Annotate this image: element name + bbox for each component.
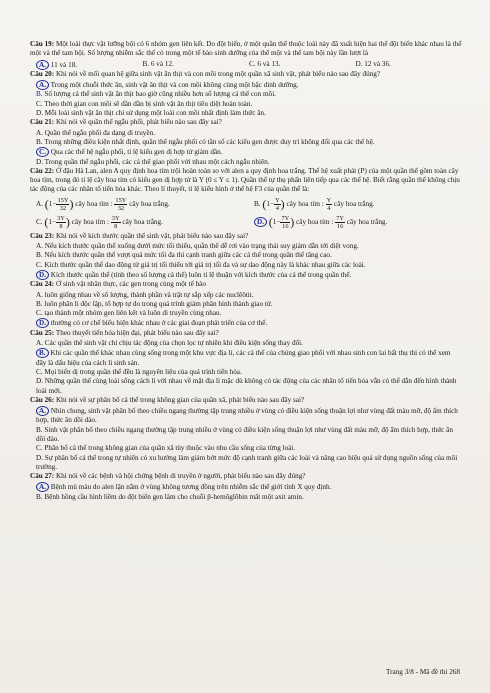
fraction: $\frac{7Y}{16}$ (336, 214, 344, 230)
option-b[interactable]: B. Số lượng cá thể sinh vật ăn thịt bao giờ cũng nhiều hơn số lượng cá thể con mồi. (36, 90, 276, 99)
question-26 (30, 396, 462, 405)
circled-answer-mark: D. (36, 270, 49, 280)
fraction: $\frac{3Y}{8}$ (57, 214, 65, 230)
circled-answer-mark: A. (36, 482, 49, 492)
circled-answer-mark: A. (36, 406, 49, 416)
option-d[interactable]: D. Mỗi loài sinh vật ăn thịt chỉ sử dụng một loài con mồi nhất định làm thức ăn. (36, 109, 266, 118)
option-b[interactable]: B. Trong những điều kiện nhất định, quần thể ngẫu phối có tần số các kiểu gen được duy trì không đổi qua các thế hệ. (36, 137, 375, 146)
option-a[interactable]: A. Nhìn chung, sinh vật phân bố theo chiều ngang thường tập trung nhiều ở vùng có điều kiện sống thuận lợi như vùng đất màu mỡ, độ ẩm thích hợp, thức ăn dồi dào. (36, 407, 458, 425)
question-text: Một loài thực vật lưỡng bội có 6 nhóm gen liên kết. Do đột biến, ở một quần thể thuộc loài này đã xuất hiện hai thể đột biến khác nhau là thể một và thể tam bội. Số lượng nhiễm sắc thể có trong một tế bào sinh dưỡng của thể một và thể tam bội này lần lượt là (30, 40, 462, 58)
question-19 (30, 40, 462, 59)
fraction: $\frac{15Y}{32}$ (115, 196, 127, 212)
question-25 (30, 329, 462, 338)
fraction: $\frac{Y}{4}$ (326, 196, 332, 212)
question-20 (30, 70, 462, 79)
question-number: Câu 20: (30, 69, 55, 78)
option-a[interactable]: A. Quần thể ngẫu phối đa dạng di truyền. (36, 128, 155, 137)
option-a[interactable]: A. luôn giống nhau về số lượng, thành phần và trật tự sắp xếp các nuclêôtit. (36, 290, 254, 299)
circled-answer-mark: B. (36, 348, 49, 358)
option-b[interactable]: B. luôn phân li độc lập, tổ hợp tự do trong quá trình giảm phân hình thành giao tử. (36, 299, 273, 308)
option-c[interactable]: C. Phân bố cá thể trong không gian của quần xã tùy thuộc vào nhu cầu sống của từng loài. (36, 444, 296, 453)
option-d[interactable]: D. 12 và 36. (355, 59, 391, 68)
question-23 (30, 232, 462, 241)
option-c[interactable]: C. 6 và 13. (249, 59, 281, 68)
question-number: Câu 27: (30, 472, 55, 481)
option-b[interactable]: B. Nếu kích thước quần thể vượt quá mức tối đa thì cạnh tranh giữa các cá thể trong quần thể tăng cao. (36, 251, 332, 260)
question-number: Câu 21: (30, 118, 55, 127)
option-d[interactable]: D. (1− $\frac{7Y}{16}$ ) cây hoa tím : $\frac{7Y}{16}$ cây hoa trắng. (254, 215, 462, 230)
question-text: Khi nói về các bệnh và hội chứng bệnh di truyền ở người, phát biểu nào sau đây đúng? (55, 472, 306, 481)
question-text: Theo thuyết tiến hóa hiện đại, phát biểu nào sau đây sai? (55, 328, 219, 337)
fraction: $\frac{7Y}{16}$ (281, 214, 290, 230)
circled-answer-mark: D. (36, 318, 49, 328)
question-text: Khi nói về mối quan hệ giữa sinh vật ăn thịt và con mồi trong một quần xã sinh vật, phát biểu nào sau đây đúng? (55, 69, 381, 78)
question-22 (30, 167, 462, 195)
circled-answer-mark: C. (36, 147, 49, 157)
option-c[interactable]: C. Mọi biến dị trong quần thể đều là nguyên liệu của quá trình tiến hóa. (36, 367, 242, 376)
option-c[interactable]: C. tạo thành một nhóm gen liên kết và luôn di truyền cùng nhau. (36, 309, 222, 318)
answer-options (30, 60, 462, 70)
question-number: Câu 26: (30, 395, 55, 404)
option-a[interactable]: A. (1− $\frac{15Y}{32}$ ) cây hoa tím : $\frac{15Y}{32}$ cây hoa trắng. (36, 196, 170, 212)
fraction: $\frac{15Y}{32}$ (57, 196, 69, 212)
question-text: Khi nói về quần thể ngẫu phối, phát biểu nào sau đây sai? (55, 118, 222, 127)
question-27 (30, 472, 462, 481)
question-number: Câu 22: (30, 166, 55, 175)
option-b[interactable]: B. (1− $\frac{Y}{4}$ ) cây hoa tím : $\frac{Y}{4}$ cây hoa trắng. (254, 196, 375, 212)
question-text: Khi nói về kích thước quần thể sinh vật, phát biểu nào sau đây sai? (55, 231, 249, 240)
option-a[interactable]: A. Nếu kích thước quần thể xuống dưới mức tối thiểu, quần thể dễ rơi vào trạng thái suy giảm dẫn tới diệt vong. (36, 242, 359, 251)
option-b[interactable]: B. Khi các quần thể khác nhau cùng sống trong một khu vực địa lí, các cá thể của chúng giao phối với nhau sinh con lai bất thụ thì có thể xem đây là dấu hiệu của cách li sinh sản. (36, 349, 451, 367)
question-text: Ở đậu Hà Lan, alen A quy định hoa tím trội hoàn toàn so với alen a quy định hoa trắng. Thế hệ xuất phát (P) của một quần thể gồm toàn cây hoa tím, trong đó tỉ lệ cây hoa tím có kiểu gen dị hợp tử là Y (0 ≤ Y ≤ 1). Quần thể tự thụ phấn liên tiếp qua các thế hệ. Biết rằng quần thể không chịu tác động của các nhân tố tiến hóa khác. Theo lí thuyết, tỉ lệ kiểu hình ở thế hệ F3 của quần thể là: (30, 166, 460, 194)
option-a[interactable]: A. Trong một chuỗi thức ăn, sinh vật ăn thịt và con mồi không cùng một bậc dinh dưỡng. (30, 80, 462, 90)
option-a[interactable]: A. Bệnh mù màu do alen lặn nằm ở vùng không tương đồng trên nhiễm sắc thể giới tính X quy định. (30, 482, 462, 492)
option-d[interactable]: D. Những quần thể cùng loài sống cách li với nhau về mặt địa lí mặc dù không có tác động của các nhân tố tiến hóa vẫn có thể dẫn đến hình thành loài mới. (36, 377, 457, 395)
fraction: $\frac{3Y}{8}$ (111, 214, 120, 230)
question-number: Câu 24: (30, 280, 55, 289)
option-c[interactable]: C. Qua các thế hệ ngẫu phối, tỉ lệ kiểu gen dị hợp tử giảm dần. (30, 147, 462, 157)
circled-answer-mark: D. (254, 217, 267, 227)
question-24 (30, 280, 462, 289)
option-d[interactable]: D. Kích thước quần thể (tính theo số lượng cá thể) luôn tỉ lệ thuận với kích thước của cá thể trong quần thể. (30, 270, 462, 280)
option-d[interactable]: D. thường có cơ chế biểu hiện khác nhau ở các giai đoạn phát triển của cơ thể. (30, 318, 462, 328)
question-text: Ở sinh vật nhân thực, các gen trong cùng một tế bào (55, 280, 206, 289)
question-text: Khi nói về sự phân bố cá thể trong không gian của quần xã, phát biểu nào sau đây sai? (55, 395, 305, 404)
formula-options (30, 197, 462, 230)
crossed-answer-mark: B. (36, 90, 43, 99)
circled-answer-mark: A. (36, 80, 49, 90)
option-b[interactable]: B. Bệnh hồng cầu hình liềm do đột biến gen làm cho chuỗi β-hemôglôbin mất một axit amin. (36, 492, 304, 501)
option-b[interactable]: B. 6 và 12. (142, 59, 174, 68)
option-c[interactable]: C. (1− $\frac{3Y}{8}$ ) cây hoa tím : $\frac{3Y}{8}$ cây hoa trắng. (36, 214, 163, 230)
question-number: Câu 19: (30, 40, 55, 48)
option-a[interactable]: A. Các quần thể sinh vật chỉ chịu tác động của chọn lọc tự nhiên khi điều kiện sống thay đổi. (36, 339, 303, 348)
question-21 (30, 118, 462, 127)
option-c[interactable]: C. Theo thời gian con mồi sẽ dần dần bị sinh vật ăn thịt tiêu diệt hoàn toàn. (36, 99, 253, 108)
option-a[interactable]: A. 11 và 18. (36, 60, 143, 70)
option-d[interactable]: D. Trong quần thể ngẫu phối, các cá thể giao phối với nhau một cách ngẫu nhiên. (36, 157, 270, 166)
question-number: Câu 25: (30, 328, 55, 337)
option-b[interactable]: B. Sinh vật phân bố theo chiều ngang thường tập trung nhiều ở vùng có điều kiện sống thuận lợi như vùng đất màu mỡ, độ ẩm thích hợp, thức ăn dồi dào. (36, 425, 453, 443)
option-d[interactable]: D. Sự phân bố cá thể trong tự nhiên có xu hướng làm giảm bớt mức độ cạnh tranh giữa các loài và nâng cao hiệu quả sử dụng nguồn sống của môi trường. (36, 453, 458, 471)
page-footer: Trang 3/8 - Mã đề thi 268 (385, 667, 460, 676)
question-number: Câu 23: (30, 231, 55, 240)
fraction: $\frac{Y}{4}$ (275, 196, 280, 212)
option-c[interactable]: C. Kích thước quần thể dao động từ giá trị tối thiểu tới giá trị tối đa và sự dao động này là khác nhau giữa các loài. (36, 260, 366, 269)
circled-answer-mark: A. (36, 60, 49, 70)
